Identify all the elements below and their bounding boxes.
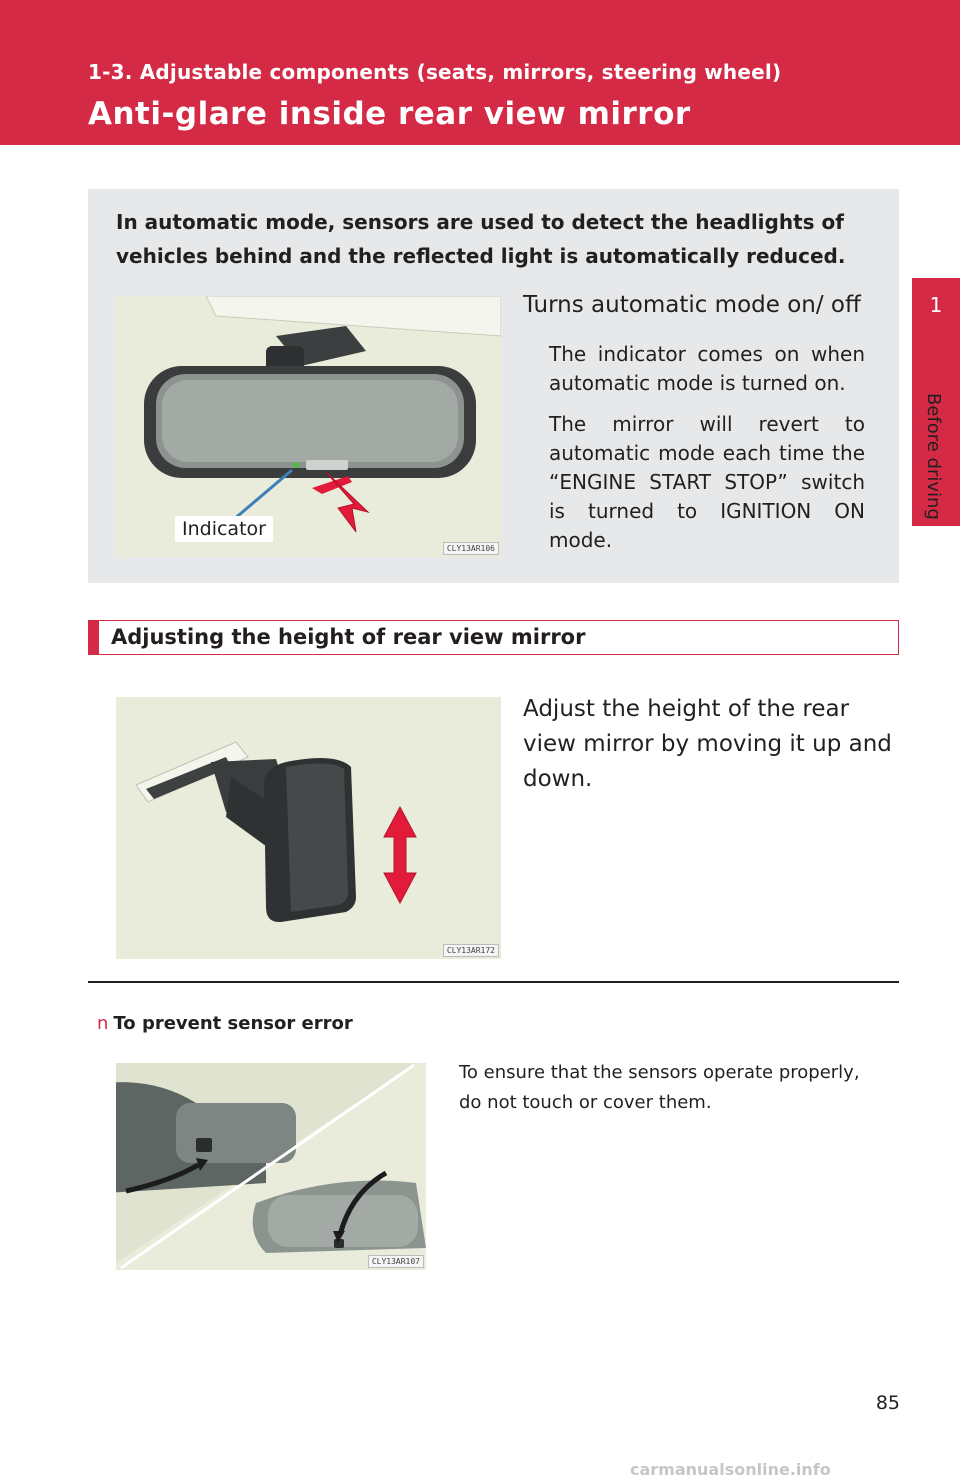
mirror-auto-mode-drawing bbox=[116, 296, 501, 557]
intro-text: In automatic mode, sensors are used to detect the headlights of vehicles behind and the reflected light is automatically reduced. bbox=[116, 210, 846, 268]
note-heading-text: To prevent sensor error bbox=[113, 1013, 353, 1034]
subheading-label: Adjusting the height of rear view mirror bbox=[111, 625, 586, 649]
subheading-adjust-height bbox=[88, 620, 899, 655]
auto-mode-text-1: The indicator comes on when automatic mode is turned on. bbox=[549, 342, 865, 395]
mirror-height-drawing bbox=[116, 697, 501, 959]
sensor-location-illustration bbox=[116, 1063, 426, 1270]
chapter-label: Before driving bbox=[923, 393, 944, 520]
section-title: 1-3. Adjustable components (seats, mirrors, steering wheel) bbox=[88, 60, 782, 84]
page-number: 85 bbox=[875, 1392, 900, 1414]
section-divider bbox=[88, 981, 899, 983]
image-code: CLY13AR107 bbox=[368, 1255, 424, 1268]
note-bullet: n bbox=[97, 1013, 109, 1034]
page-header bbox=[0, 0, 960, 145]
page-title: Anti-glare inside rear view mirror bbox=[88, 96, 691, 132]
auto-mode-title: Turns automatic mode on/ off bbox=[523, 292, 861, 318]
auto-mode-text-2: The mirror will revert to automatic mode each time the “ENGINE START STOP” switch is turned to IGNITION ON mode. bbox=[549, 412, 865, 552]
chapter-number: 1 bbox=[929, 293, 943, 317]
subheading-accent-bar bbox=[89, 621, 99, 654]
note-text: To ensure that the sensors operate properly, do not touch or cover them. bbox=[459, 1062, 860, 1113]
indicator-callout-label: Indicator bbox=[175, 516, 273, 542]
mirror-height-illustration bbox=[116, 697, 501, 959]
adjust-height-text: Adjust the height of the rear view mirror by moving it up and down. bbox=[523, 696, 892, 792]
chapter-side-tab bbox=[912, 145, 960, 1484]
sensor-location-drawing bbox=[116, 1063, 426, 1270]
note-heading bbox=[97, 1013, 353, 1034]
image-code: CLY13AR106 bbox=[443, 542, 499, 555]
mirror-auto-mode-illustration bbox=[116, 296, 501, 557]
image-code: CLY13AR172 bbox=[443, 944, 499, 957]
watermark: carmanualsonline.info bbox=[630, 1460, 831, 1479]
